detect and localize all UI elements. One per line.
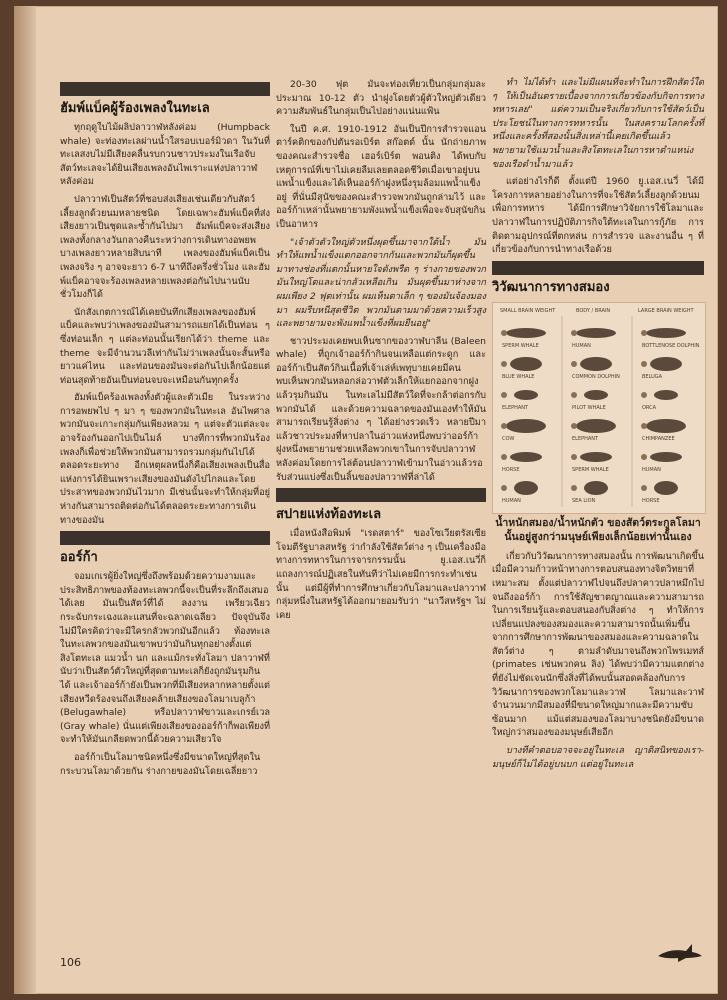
animal-silhouette	[580, 357, 612, 371]
brain-marker	[641, 392, 647, 398]
brain-marker	[571, 361, 577, 367]
figure-illustration	[492, 302, 704, 512]
brain-marker	[571, 330, 577, 336]
section-bar	[276, 488, 486, 502]
animal-silhouette	[510, 357, 542, 371]
animal-silhouette	[580, 452, 612, 462]
animal-silhouette	[650, 357, 682, 371]
page-spine-shadow	[14, 6, 36, 994]
brain-marker	[571, 485, 577, 491]
figure-header: SMALL BRAIN WEIGHT	[500, 307, 556, 314]
brain-marker	[571, 392, 577, 398]
paragraph: นักสังเกตการณ์ได้เคยบันทึกเสียงเพลงของฮัมพ์แบ็คและพบว่าเพลงของมันสามารถแยกได้เป็นท่อน ๆ ซึ่งท่อนเล็ก ๆ แต่ละท่อนนั้นเรียกได้ว่า theme และ theme จะมีจำนวนวลีเท่ากันไม่ว่าเพลงนั้นจะสั้นหรือยาวแค่ไหน และท่อนของมันจะต่อกันไปเล็กน้อยแต่ท่อนสุดท้ายอันเป็นท่อนจบจะเหมือนกันทุกครั้ง	[60, 306, 270, 386]
column-2	[276, 78, 486, 626]
brain-marker	[641, 330, 647, 336]
animal-silhouette	[506, 328, 546, 338]
animal-label: HORSE	[642, 497, 660, 504]
animal-label: ORCA	[642, 404, 657, 411]
animal-label: COW	[502, 435, 515, 442]
paragraph: ทุกฤดูใบไม้ผลิปลาวาฬหลังค่อม (Humpback whale) จะท่องทะเลผ่านน้ำใสรอบเบอร์มิวดา ในวันที่ทะเลสงบไม่มีเสียงคลื่นรบกวนชาวประมงในเรือจับสัตว์ทะเลจะได้ยินเสียงเพลงอันไพเราะแห่งปลาวาฬหลังค่อม	[60, 122, 270, 188]
quote-paragraph: "เจ้าตัวตัวใหญ่ตัวหนึ่งผุดขึ้นมาจากใต้น้ำ มันทำให้แพน้ำแข็งแตกออกจากกันและพวกมันก็ผุดขึ้นมาทางช่องที่แตกนั้นหายใจดังพรืด ๆ ร่างกายของพวกมันใหญ่โตและน่ากลัวเหลือเกิน มันผุดขึ้นมาห่างจากผมเพียง 2 ฟุตเท่านั้น ผมเห็นตาเล็ก ๆ ของมันจ้องมองมา ผมรีบหนีสุดชีวิต พวกมันตามมาด้วยความเร็วสูงและพยายามจะพังแพน้ำแข็งที่ผมยืนอยู่"	[276, 236, 486, 330]
paragraph: ฮัมพ์แบ็คร้องเพลงทั้งตัวผู้และตัวเมีย ในระหว่างการอพยพไป ๆ มา ๆ ของพวกมันในทะเล อันไพศาลพวกมันจะเกาะกลุ่มกันเพียงหลวม ๆ แต่จะตัวแต่ละจะอาจร้องกันออกไปเป็นไมล์ บางทีการที่พวกมันร้องเพลงก็เพื่อช่วยให้พวกมันสามารถรวมกลุ่มกันไปได้ตลอดระยะทาง อีกเหตุผลหนึ่งก็คือเสียงเพลงเป็นสื่อแห่งการได้ยินเพราะเสียงของมันดังไปไกลและโดยประสาทของพวกมันไวมาก มีเช่นนั้นจะทำให้กลุ่มที่อยู่ห่างกันสามารถติดต่อกันได้ตลอดระยะทางการเดินทางของมัน	[60, 392, 270, 526]
brain-marker	[641, 423, 647, 429]
animal-label: CHIMPANZEE	[642, 435, 675, 442]
animal-silhouette	[506, 419, 546, 433]
paragraph: ในปี ค.ศ. 1910-1912 อันเป็นปีการสำรวจแอนตาร์คติกของกัปตันรอเบิร์ต สก๊อตต์ นั้น นักถ่ายภาพของคณะสำรวจชื่อ เฮอร์เบิร์ต พอนติง ได้พบกับเหตุการณ์ที่เขาไม่เคยลืมเลยตลอดชีวิตเมื่อเขาอยู่บนแพน้ำแข็งและได้เห็นออร์ก้าฝูงหนึ่งรุมล้อมแพน้ำแข็งอยู่ ที่นั่นมีสุนัขของคณะสำรวจพวกมันถูกล่ามไว้ และออร์ก้าเหล่านั้นพยายามพังแพน้ำแข็งเพื่อจะจับสุนัขกินเป็นอาหาร	[276, 123, 486, 230]
brain-marker	[501, 330, 507, 336]
magazine-page	[14, 6, 718, 994]
animal-silhouette	[654, 390, 678, 400]
brain-marker	[501, 423, 507, 429]
column-1	[60, 78, 270, 782]
animal-silhouette	[654, 481, 678, 495]
section-title-orca: ออร์ก้า	[60, 550, 98, 566]
animal-label: BLUE WHALE	[502, 373, 535, 380]
brain-marker	[501, 392, 507, 398]
animal-silhouette	[646, 328, 686, 338]
animal-silhouette	[584, 481, 608, 495]
paragraph: 20-30 ฟุต มันจะท่องเที่ยวเป็นกลุ่มกลุ่มละประมาณ 10-12 ตัว นำฝูงโดยตัวผู้ตัวใหญ่ตัวเดียว ความสัมพันธ์ในกลุ่มเป็นไปอย่างแน่นแฟ้น	[276, 79, 486, 118]
page-number: 106	[60, 956, 81, 969]
animal-silhouette	[584, 390, 608, 400]
animal-label: SPERM WHALE	[502, 342, 539, 349]
animal-label: SEA LION	[572, 497, 596, 504]
figure-rows	[501, 328, 700, 504]
brain-marker	[641, 454, 647, 460]
brain-marker	[641, 485, 647, 491]
paragraph: ปลาวาฬเป็นสัตว์ที่ชอบส่งเสียงเช่นเดียวกับสัตว์เลี้ยงลูกด้วยนมหลายชนิด โดยเฉพาะฮัมพ์แบ็คที่ส่งเสียงยาวเป็นชุดและซ้ำกันไปมา ฮัมพ์แบ็คจะส่งเสียงเพลงทั้งกลางวันกลางคืนระหว่างการเดินทางอพยพ บางเพลงยาวหลายสิบนาที เพลงของฮัมพ์แบ็คเป็นเพลงจริง ๆ อาจจะยาว 6-7 นาทีถึงครึ่งชั่วโมง และฮัมพ์แบ็คอาจจะร้องเพลงหลายเพลงต่อกันไปนานนับชั่วโมงก็ได้	[60, 193, 270, 301]
section-bar	[60, 531, 270, 545]
section-title-spy: สปายแห่งท้องทะเล	[276, 507, 382, 523]
brain-marker	[501, 454, 507, 460]
paragraph: จอมเกเรผู้ยิ่งใหญ่ซึ่งถึงพร้อมด้วยความงามและประสิทธิภาพของท้องทะเลพวกนี้จะเป็นที่ระลึกถึงเสมอได้เลย มันเป็นสัตว์ที่ได้ ลงงาน เพรียวเฉียว กระฉับกระเฉงและแสนที่จะฉลาดเฉลียว ปัจจุบันจึงไม่มีใครคิดว่าจะมีใครกลัวพวกมันอีกแล้ว ท้องทะเล ในทะเลพวกของมันเขาพบว่ามันกินทุกอย่างตั้งแต่สิงโตทะเล แมวน้ำ นก และแม้กระทั่งโลมา ปลาวาฬที่นับว่าเป็นสัตว์ตัวใหญ่ที่สุดตามทะเลก็ยังถูกมันรุมกินได้ และเจ้าออร์ก้ายังเป็นพวกที่มีเสียงหลากหลายตั้งแต่เสียงหวีดร้องจนถึงเสียงคล้ายเสียงของโลมาเบลูก้า (Belugawhale) หรือปลาวาฬขาวและเกรย์เวล (Gray whale) นั่นแต่เพียงเสียงของออร์ก้าก็พอเพียงที่จะทำให้มันเกลียดพวกนี้ด้วยความเสียวใจ	[60, 571, 270, 746]
figure-caption: น้ำหนักสมอง/น้ำหนักตัว ของสัตว์ตระกูลโลมานั้นอยู่สูงกว่ามนุษย์เพียงเล็กน้อยเท่านั้นเอง	[495, 516, 701, 543]
paragraph: ชาวประมงเคยพบเห็นซากของวาฬบาลีน (Baleen whale) ที่ถูกเจ้าออร์ก้ากินจนเหลือแต่กระดูก และออร์ก้าเป็นสัตว์กินเนื้อที่เจ้าเล่ห์เพทุบายเคยมีคนพบเห็นพวกมันหลอกล่อวาฬตัวเล็กให้แยกออกจากฝูงแล้วรุมกินมัน ในทะเลไม่มีสัตว์ใดที่จะกล้าต่อกรกับพวกมันได้ และด้วยความฉลาดของมันเองทำให้มันสามารถเรียนรู้สิ่งต่าง ๆ ได้อย่างรวดเร็ว หลายปีมาแล้วชาวประมงที่หาปลาในอ่าวแห่งหนึ่งพบว่าออร์ก้าฝูงหนึ่งพยายามช่วยเหลือพวกเขาในการจับปลาวาฬหลังค่อมโดยการไล่ต้อนปลาวาฬเข้ามาในอ่าวแล้วรอรับส่วนแบ่งซึ่งเป็นลิ้นของปลาวาฬที่ล่าได้	[276, 335, 486, 483]
animal-silhouette	[510, 452, 542, 462]
section-bar	[492, 261, 704, 275]
animal-silhouette	[514, 481, 538, 495]
animal-label: COMMON DOLPHIN	[572, 373, 620, 380]
animal-label: HORSE	[502, 466, 520, 473]
animal-label: HUMAN	[572, 342, 591, 349]
animal-silhouette	[646, 419, 686, 433]
section-title-brain: วิวัฒนาการทางสมอง	[492, 279, 610, 295]
animal-silhouette	[650, 452, 682, 462]
closing-paragraph: บางทีคำตอบอาจจะอยู่ในทะเล ญาติสนิทของเรา-มนุษย์ก็ไม่ได้อยู่บนบก แต่อยู่ในทะเล	[492, 745, 704, 770]
paragraph: เมื่อหนังสือพิมพ์ "เรดสตาร์" ของโซเวียตรัสเซียโจมตีรัฐบาลสหรัฐ ว่ากำลังใช้สัตว์ต่าง ๆ เป็นเครื่องมือทางการทหารในการจารกรรมนั้น ยู.เอส.เนวี่ก็แถลงการณ์ปฏิเสธในทันทีว่าไม่เคยมีการกระทำเช่นนั้น แต่มีผู้ที่ทำการศึกษาเกี่ยวกับโลมาและปลาวาฬกลุ่มหนึ่งในสหรัฐได้ออกมายอมรับว่า "นาวีสหรัฐฯ ไม่เคย	[276, 528, 486, 621]
animal-label: HUMAN	[502, 497, 521, 504]
animal-label: ELEPHANT	[502, 404, 529, 411]
figure-header: BODY / BRAIN	[576, 307, 611, 314]
brain-marker	[571, 423, 577, 429]
brain-marker	[501, 361, 507, 367]
animal-silhouette	[576, 419, 616, 433]
section-bar	[60, 82, 270, 96]
brain-comparison-figure	[492, 302, 704, 512]
animal-silhouette	[514, 390, 538, 400]
animal-label: SPERM WHALE	[572, 466, 609, 473]
figure-header: LARGE BRAIN WEIGHT	[638, 307, 694, 314]
animal-label: PILOT WHALE	[572, 404, 606, 411]
animal-label: BOTTLENOSE DOLPHIN	[642, 342, 700, 349]
brain-marker	[641, 361, 647, 367]
paragraph: เกี่ยวกับวิวัฒนาการทางสมองนั้น การพัฒนาเกิดขึ้นเมื่อมีความก้าวหน้าทางการตอบสนองทางจิตวิทยาที่เหมาะสม ตั้งแต่ปลาวาฬไปจนถึงปลาคาวปลาหมึกไปจนถึงออร์ก้า การใช้สัญชาตญาณและความสามารถในการเรียนรู้และตอบสนองกับสิ่งต่าง ๆ ทำให้การเปลี่ยนแปลงของสมองและความสามารถนั้นเพิ่มขึ้น จากการศึกษาการพัฒนาของสมองและความฉลาดในสัตว์ต่าง ๆ ตามลำดับมาจนถึงพวกไพรเมทส์ (primates เช่นพวกคน ลิง) ได้พบว่ามีความแตกต่างที่ยังไม่ชัดเจนนักซึ่งสิ่งที่ได้พบนั้นสอดคล้องกับการวิวัฒนาการของพวกโลมาและวาฬ โลมาและวาฬจำนวนมากมีสมองที่มีขนาดใหญ่มากและมีความซับซ้อนมาก แม้แต่สมองของโลมาบางชนิดยังมีขนาดใหญ่กว่าสมองของมนุษย์เสียอีก	[492, 550, 704, 739]
animal-label: BELUGA	[642, 373, 663, 380]
shark-icon	[656, 942, 704, 964]
paragraph: ทำ ไม่ได้ทำ และไม่มีแผนที่จะทำในการฝึกสัตว์ใด ๆ ให้เป็นอันตรายเบื้องจากการเกี่ยวข้องกับกิจการทางทหารเลย" แต่ความเป็นจริงเกี่ยวกับการใช้สัตว์เป็นประโยชน์ในทางการทหารนั้น ในสงครามโลกครั้งที่หนึ่งและครั้งที่สองนั้นสิ่งเหล่านี้เคยเกิดขึ้นแล้ว พยายามใช้แมวน้ำและสิงโตทะเลในการหาตำแหน่งของเรือดำน้ำมาแล้ว	[492, 77, 704, 170]
section-title-humpback: ฮัมพ์แบ็คผู้ร้องเพลงในทะเล	[60, 101, 210, 116]
animal-silhouette	[576, 328, 616, 338]
brain-marker	[501, 485, 507, 491]
column-3	[492, 76, 704, 775]
paragraph: แต่อย่างไรก็ดี ตั้งแต่ปี 1960 ยู.เอส.เนวี่ ได้มีโครงการหลายอย่างในการที่จะใช้สัตว์เลี้ยงลูกด้วยนมเพื่อการทหาร ได้มีการศึกษาวิจัยการใช้โลมาและปลาวาฬในการปฏิบัติภารกิจใต้ทะเลในการกู้ภัย การติดตามอุปกรณ์ที่ตกหล่น การสำรวจ และงานอื่น ๆ ที่เกี่ยวข้องกับการนำทางเรือด้วย	[492, 176, 704, 256]
brain-marker	[571, 454, 577, 460]
animal-label: HUMAN	[642, 466, 661, 473]
paragraph: ออร์ก้าเป็นโลมาชนิดหนึ่งซึ่งมีขนาดใหญ่ที่สุดในกระบวนโลมาด้วยกัน ร่างกายของมันโดยเฉลี่ยยาว	[60, 751, 261, 777]
animal-label: ELEPHANT	[572, 435, 599, 442]
